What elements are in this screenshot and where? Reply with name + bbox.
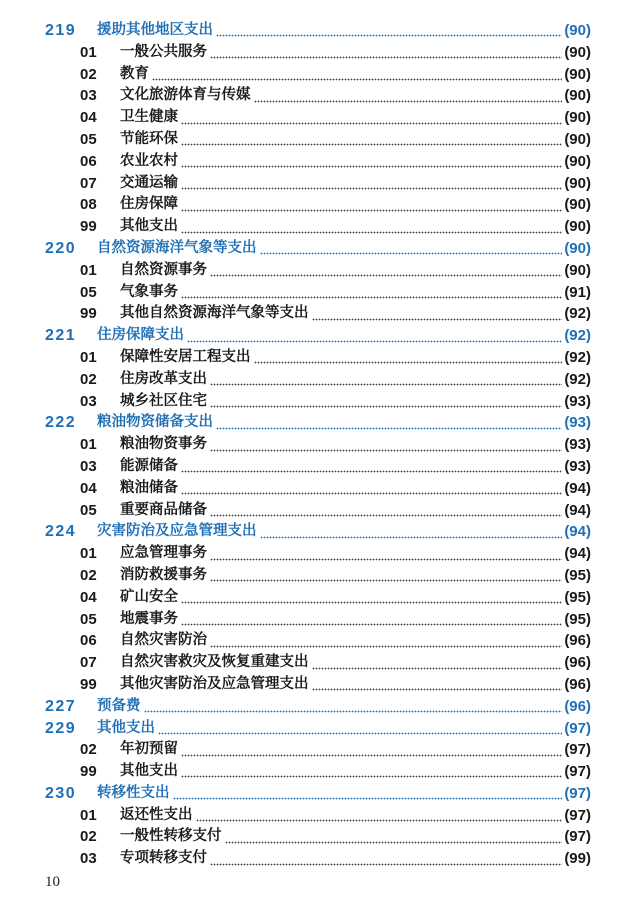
item-page-number: (90) [564,43,591,61]
item-title: 住房保障 [120,196,178,213]
toc-item-row [0,500,641,522]
section-code: 220 [45,239,77,257]
dot-leader [196,819,563,822]
dot-leader [225,841,563,844]
item-code: 03 [80,392,97,410]
item-code: 99 [80,763,97,781]
item-title: 教育 [120,65,149,82]
item-code: 99 [80,218,97,236]
item-title: 一般公共服务 [120,43,207,60]
toc-item-row [0,260,641,282]
item-page-number: (95) [564,566,591,584]
item-title: 自然资源事务 [120,261,207,278]
item-page-number: (94) [564,479,591,497]
item-code: 03 [80,457,97,475]
item-title: 矿山安全 [120,588,178,605]
section-code: 221 [45,327,77,345]
section-page-number: (93) [564,414,591,432]
item-page-number: (97) [564,763,591,781]
toc-section-row [0,718,641,740]
dot-leader [152,78,562,81]
dot-leader [254,100,563,103]
toc-item-row [0,565,641,587]
section-code: 229 [45,719,77,737]
dot-leader [312,667,563,670]
item-title: 年初预留 [120,741,178,758]
item-page-number: (90) [564,65,591,83]
toc-section-row [0,521,641,543]
item-page-number: (90) [564,109,591,127]
item-code: 05 [80,610,97,628]
dot-leader [173,797,563,800]
dot-leader [210,56,562,59]
page-number: 10 [45,874,60,890]
toc-item-row [0,129,641,151]
item-title: 粮油储备 [120,479,178,496]
item-page-number: (93) [564,436,591,454]
dot-leader [210,449,562,452]
toc-item-row [0,674,641,696]
item-title: 地震事务 [120,610,178,627]
item-code: 01 [80,261,97,279]
section-title: 粮油物资储备支出 [97,414,213,431]
item-page-number: (90) [564,218,591,236]
dot-leader [216,34,562,37]
dot-leader [260,252,563,255]
section-code: 224 [45,523,77,541]
item-code: 03 [80,87,97,105]
dot-leader [210,405,562,408]
toc-item-row [0,543,641,565]
toc-item-row [0,107,641,129]
toc-item-row [0,805,641,827]
item-title: 其他自然资源海洋气象等支出 [120,305,309,322]
toc-item-row [0,151,641,173]
item-title: 自然灾害救灾及恢复重建支出 [120,654,309,671]
toc-item-row [0,194,641,216]
toc-item-row [0,848,641,870]
toc-item-row [0,630,641,652]
item-title: 农业农村 [120,152,178,169]
dot-leader [210,863,562,866]
item-page-number: (93) [564,392,591,410]
item-page-number: (91) [564,283,591,301]
item-title: 其他支出 [120,218,178,235]
dot-leader [181,209,562,212]
toc-item-row [0,826,641,848]
item-title: 自然灾害防治 [120,632,207,649]
toc-item-row [0,42,641,64]
table-of-contents [0,20,641,870]
dot-leader [210,558,562,561]
item-title: 文化旅游体育与传媒 [120,87,251,104]
dot-leader [210,579,562,582]
section-page-number: (97) [564,784,591,802]
item-title: 重要商品储备 [120,501,207,518]
dot-leader [181,187,562,190]
item-title: 保障性安居工程支出 [120,348,251,365]
item-code: 04 [80,109,97,127]
toc-item-row [0,282,641,304]
section-code: 222 [45,414,77,432]
section-code: 219 [45,22,77,39]
dot-leader [312,318,563,321]
dot-leader [181,601,562,604]
item-code: 01 [80,436,97,454]
item-page-number: (96) [564,654,591,672]
section-title: 灾害防治及应急管理支出 [97,523,257,540]
section-page-number: (96) [564,697,591,715]
item-page-number: (96) [564,632,591,650]
toc-item-row [0,478,641,500]
item-title: 专项转移支付 [120,850,207,867]
item-page-number: (90) [564,174,591,192]
item-code: 04 [80,588,97,606]
item-code: 02 [80,566,97,584]
section-title: 转移性支出 [97,784,170,801]
item-code: 99 [80,305,97,323]
toc-item-row [0,652,641,674]
item-code: 07 [80,654,97,672]
toc-item-row [0,761,641,783]
item-code: 05 [80,501,97,519]
item-code: 06 [80,632,97,650]
item-page-number: (90) [564,261,591,279]
toc-item-row [0,739,641,761]
toc-item-row [0,64,641,86]
dot-leader [181,231,562,234]
dot-leader [158,732,562,735]
item-code: 02 [80,741,97,759]
item-code: 01 [80,348,97,366]
item-page-number: (93) [564,457,591,475]
item-page-number: (92) [564,370,591,388]
section-title: 预备费 [97,697,141,714]
item-page-number: (92) [564,348,591,366]
toc-item-row [0,347,641,369]
item-code: 02 [80,65,97,83]
item-title: 城乡社区住宅 [120,392,207,409]
dot-leader [181,143,562,146]
dot-leader [210,383,562,386]
item-code: 03 [80,850,97,868]
toc-item-row [0,434,641,456]
toc-section-row [0,20,641,42]
item-title: 住房改革支出 [120,370,207,387]
toc-section-row [0,783,641,805]
dot-leader [254,361,563,364]
item-code: 05 [80,130,97,148]
dot-leader [187,340,562,343]
dot-leader [210,514,562,517]
dot-leader [216,427,562,430]
item-code: 07 [80,174,97,192]
toc-item-row [0,587,641,609]
item-code: 05 [80,283,97,301]
dot-leader [181,296,562,299]
item-page-number: (92) [564,305,591,323]
item-page-number: (95) [564,610,591,628]
section-code: 230 [45,784,77,802]
item-page-number: (90) [564,196,591,214]
item-page-number: (97) [564,806,591,824]
item-page-number: (95) [564,588,591,606]
item-code: 01 [80,43,97,61]
toc-item-row [0,456,641,478]
dot-leader [210,274,562,277]
dot-leader [144,710,563,713]
section-title: 自然资源海洋气象等支出 [97,239,257,256]
section-title: 其他支出 [97,719,155,736]
section-page-number: (92) [564,327,591,345]
toc-section-row [0,412,641,434]
item-title: 粮油物资事务 [120,436,207,453]
item-code: 01 [80,545,97,563]
item-page-number: (90) [564,87,591,105]
item-title: 其他支出 [120,763,178,780]
item-title: 气象事务 [120,283,178,300]
dot-leader [312,688,563,691]
section-page-number: (94) [564,523,591,541]
item-title: 能源储备 [120,457,178,474]
toc-section-row [0,325,641,347]
item-page-number: (94) [564,545,591,563]
item-page-number: (94) [564,501,591,519]
item-code: 04 [80,479,97,497]
toc-item-row [0,216,641,238]
section-page-number: (90) [564,22,591,39]
toc-item-row [0,173,641,195]
dot-leader [181,122,562,125]
item-title: 交通运输 [120,174,178,191]
item-code: 02 [80,828,97,846]
toc-item-row [0,369,641,391]
item-title: 卫生健康 [120,109,178,126]
toc-item-row [0,609,641,631]
item-code: 06 [80,152,97,170]
item-title: 返还性支出 [120,806,193,823]
item-title: 节能环保 [120,130,178,147]
item-title: 应急管理事务 [120,545,207,562]
item-page-number: (99) [564,850,591,868]
dot-leader [210,645,562,648]
section-page-number: (97) [564,719,591,737]
item-title: 其他灾害防治及应急管理支出 [120,675,309,692]
item-page-number: (90) [564,130,591,148]
item-title: 一般性转移支付 [120,828,222,845]
dot-leader [181,492,562,495]
toc-item-row [0,303,641,325]
dot-leader [181,754,562,757]
section-page-number: (90) [564,239,591,257]
dot-leader [181,165,562,168]
toc-item-row [0,391,641,413]
dot-leader [260,536,563,539]
section-title: 住房保障支出 [97,327,184,344]
dot-leader [181,470,562,473]
item-page-number: (97) [564,828,591,846]
item-page-number: (90) [564,152,591,170]
item-code: 02 [80,370,97,388]
section-title: 援助其他地区支出 [97,22,213,38]
toc-section-row [0,696,641,718]
toc-item-row [0,85,641,107]
item-page-number: (97) [564,741,591,759]
section-code: 227 [45,697,77,715]
toc-section-row [0,238,641,260]
item-code: 01 [80,806,97,824]
item-code: 99 [80,675,97,693]
dot-leader [181,623,562,626]
item-code: 08 [80,196,97,214]
dot-leader [181,775,562,778]
item-page-number: (96) [564,675,591,693]
item-title: 消防救援事务 [120,566,207,583]
